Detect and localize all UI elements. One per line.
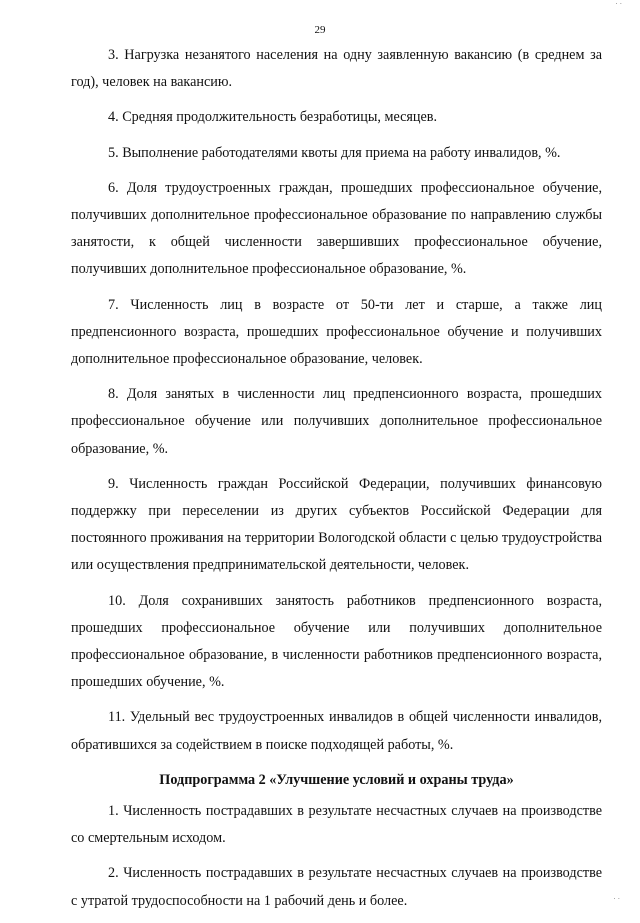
indicator-paragraph-6: 6. Доля трудоустроенных граждан, прошедших профессиональное обучение, получивших дополнительное профессиональное образование по направлению службы занятости, к общей численности завершивших профессиональное обучение, получивших дополнительное профессиональное образование, %.: [71, 179, 602, 278]
scan-artifact-mark: · ·: [613, 895, 620, 903]
indicator-paragraph-4: 4. Средняя продолжительность безработицы, месяцев.: [108, 109, 438, 126]
subprogram-paragraph-1: 1. Численность пострадавших в результате несчастных случаев на производстве со смертельным исходом.: [71, 803, 602, 847]
document-body: [71, 42, 602, 923]
subprogram-heading: Подпрограмма 2 «Улучшение условий и охраны труда»: [159, 771, 514, 788]
indicator-paragraph-10: 10. Доля сохранивших занятость работников предпенсионного возраста, прошедших профессиональное обучение или получивших дополнительное профессиональное образование, в численности работников предпенсионного возраста, прошедших обучение, %.: [71, 592, 602, 691]
indicator-paragraph-8: 8. Доля занятых в численности лиц предпенсионного возраста, прошедших профессиональное обучение или получивших дополнительное профессиональное образование, %.: [71, 386, 602, 457]
indicator-paragraph-7: 7. Численность лиц в возрасте от 50-ти лет и старше, а также лиц предпенсионного возраста, прошедших профессиональное обучение и получивших дополнительное профессиональное образование, человек.: [71, 296, 602, 368]
indicator-paragraph-9: 9. Численность граждан Российской Федерации, получивших финансовую поддержку при переселении из других субъектов Российской Федерации для постоянного проживания на территории Вологодской области с целью трудоустройства или осуществления предпринимательской деятельности, человек.: [71, 475, 602, 574]
indicator-paragraph-5: 5. Выполнение работодателями квоты для приема на работу инвалидов, %.: [108, 144, 561, 161]
indicator-paragraph-3: 3. Нагрузка незанятого населения на одну заявленную вакансию (в среднем за год), человек на вакансию.: [71, 47, 602, 91]
subprogram-paragraph-2: 2. Численность пострадавших в результате несчастных случаев на производстве с утратой трудоспособности на 1 рабочий день и более.: [71, 865, 602, 909]
page-number: 29: [314, 24, 326, 36]
scan-artifact-mark: · ·: [615, 0, 622, 8]
indicator-paragraph-11: 11. Удельный вес трудоустроенных инвалидов в общей численности инвалидов, обратившихся за содействием в поиске подходящей работы, %.: [71, 709, 602, 753]
